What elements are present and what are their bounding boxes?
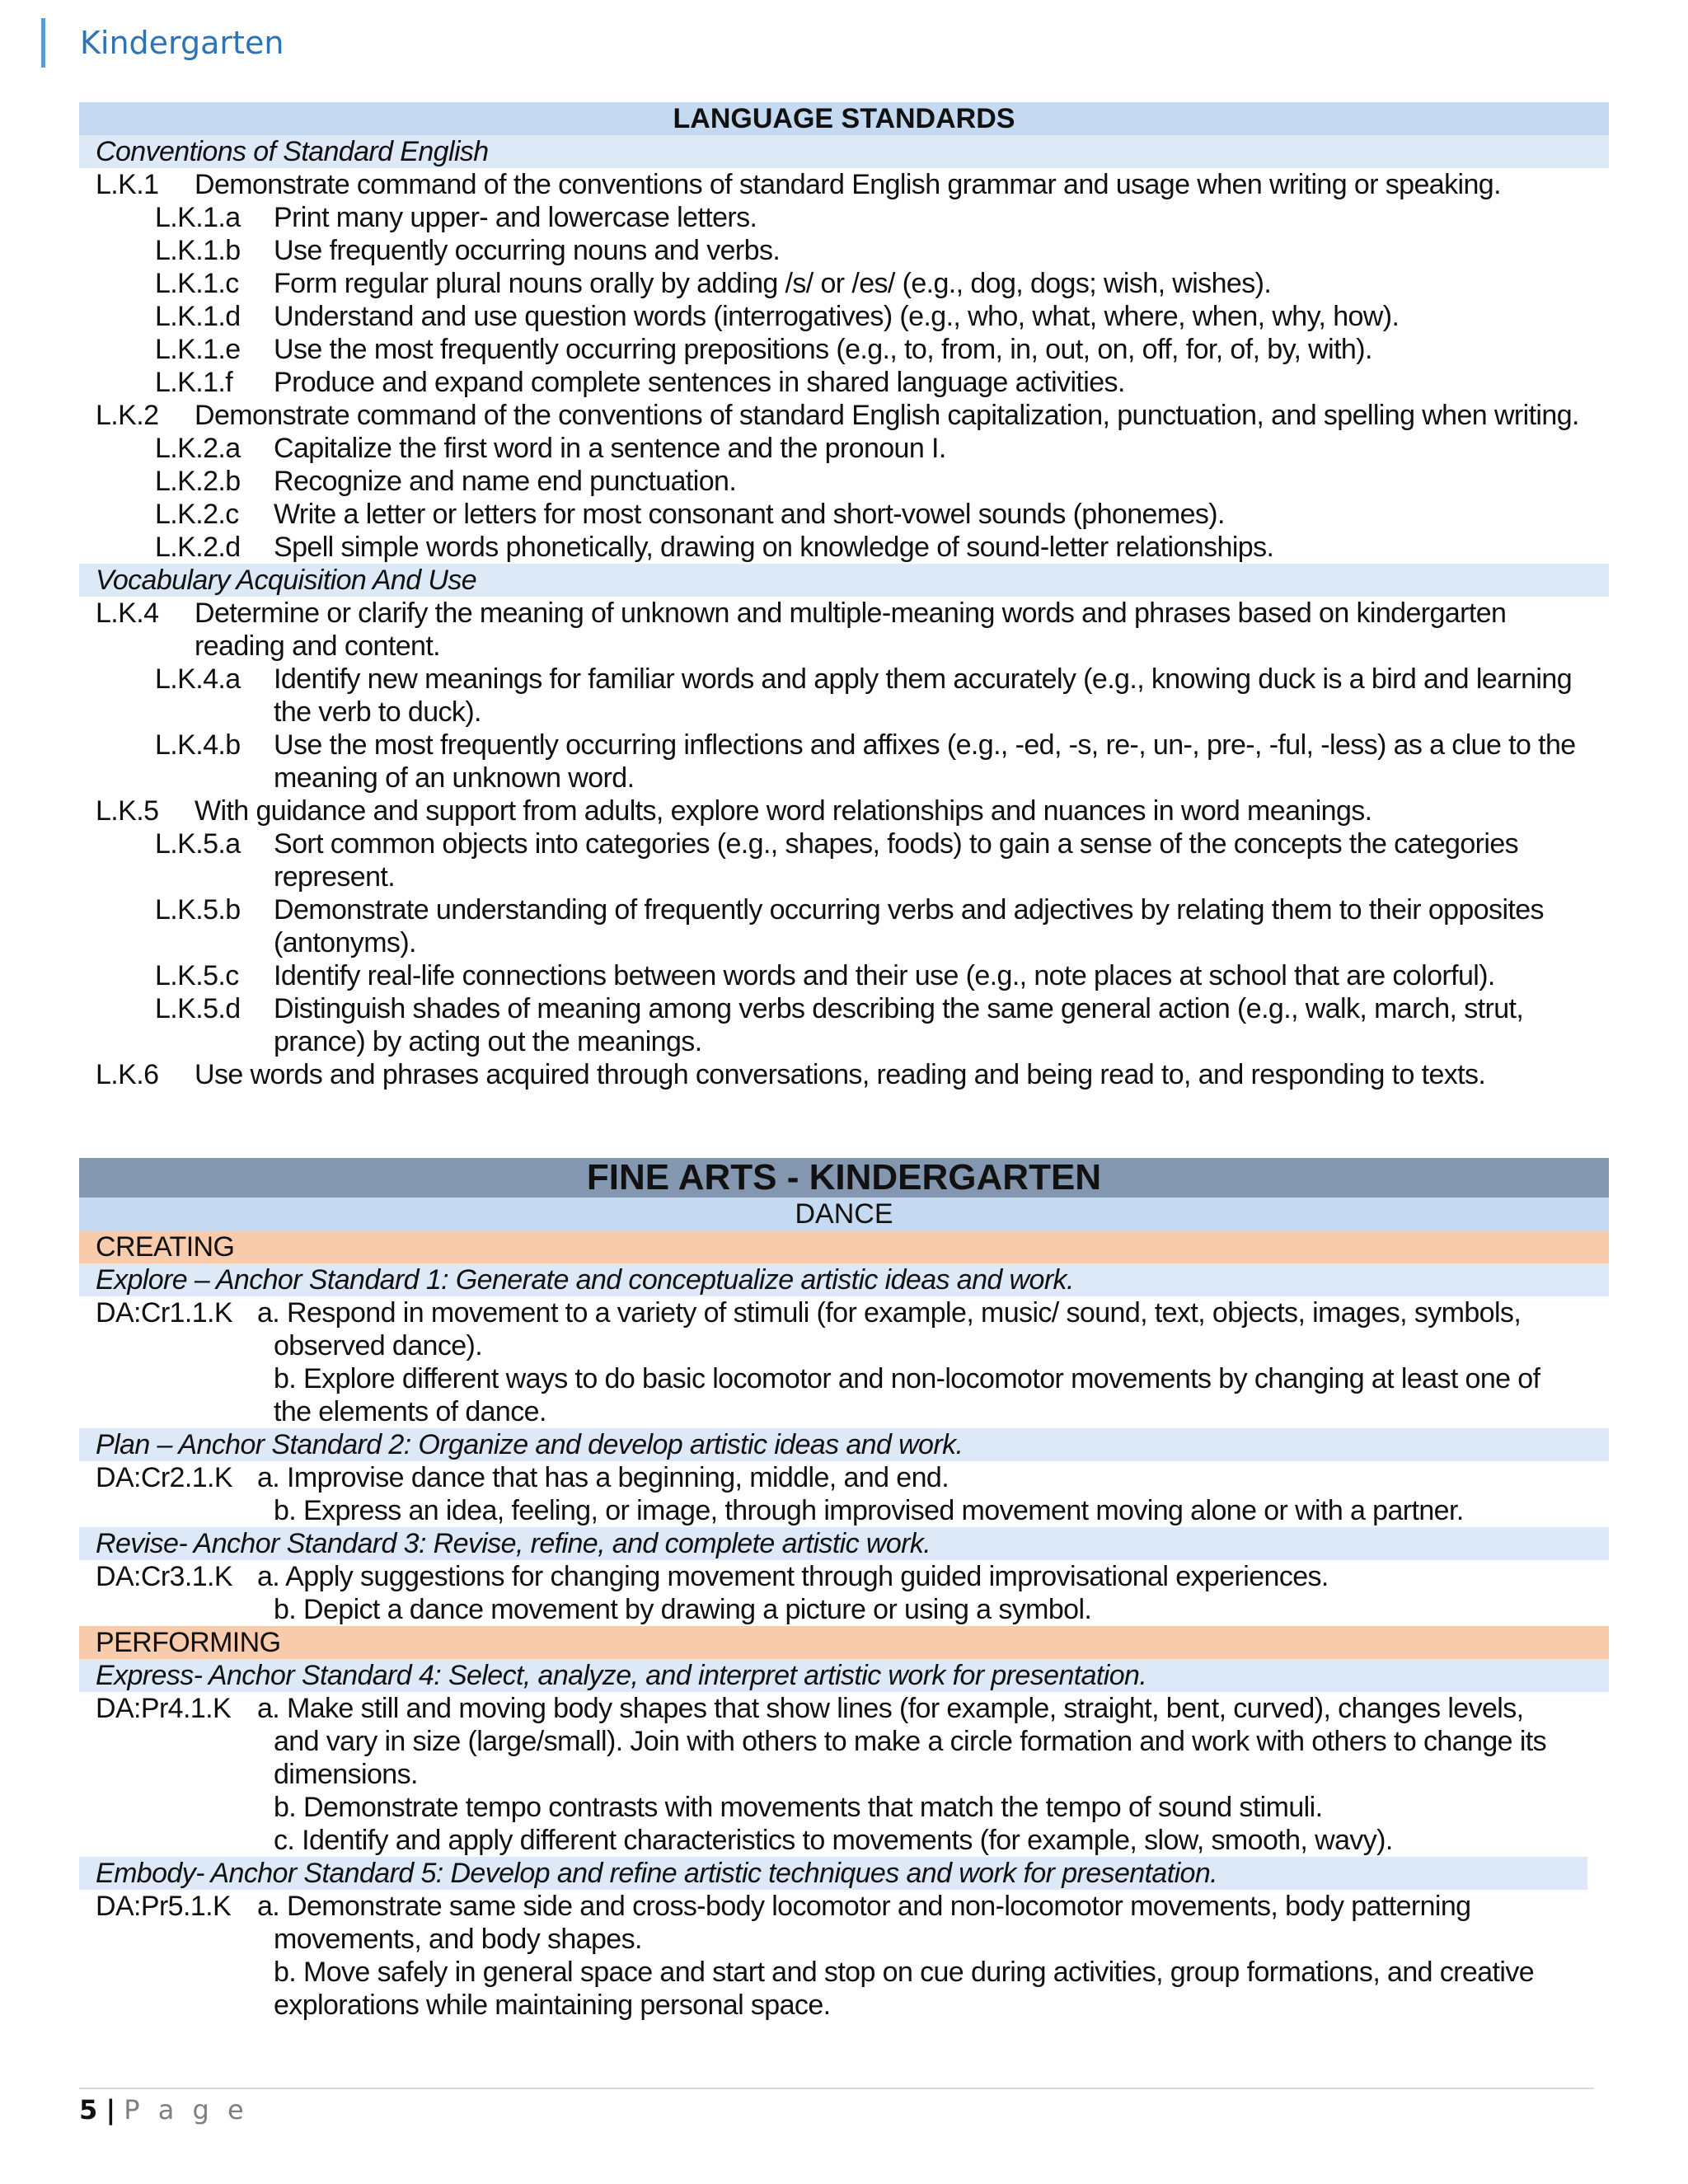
substandard-row: [79, 729, 1609, 762]
standard-code: L.K.5.d: [155, 993, 241, 1024]
standard-text: Spell simple words phonetically, drawing on knowledge of sound-letter relationships.: [274, 532, 1274, 563]
dance-subtitle: DANCE: [79, 1197, 1609, 1230]
anchor-standard-3: Revise- Anchor Standard 3: Revise, refine, and complete artistic work.: [79, 1527, 1609, 1560]
dance-standard-row: [79, 1692, 1609, 1725]
standard-text: b. Explore different ways to do basic locomotor and non-locomotor movements by changing at least one of: [274, 1363, 1540, 1394]
substandard-row: [79, 267, 1609, 300]
standard-row: [79, 794, 1609, 827]
standard-text-continued: represent.: [274, 861, 396, 893]
standard-code: L.K.5.a: [155, 828, 241, 860]
standard-code: DA:Cr1.1.K: [96, 1297, 232, 1329]
standard-text: c. Identify and apply different characteristics to movements (for example, slow, smooth, wavy).: [274, 1825, 1393, 1856]
standard-code: L.K.2: [96, 400, 159, 431]
standard-code: L.K.1.a: [155, 202, 241, 233]
standard-text: Use frequently occurring nouns and verbs.: [274, 235, 781, 266]
substandard-row: [79, 992, 1609, 1025]
standard-code: L.K.1.f: [155, 367, 233, 398]
standard-code: L.K.2.a: [155, 433, 241, 464]
dance-standard-row: [79, 1296, 1609, 1329]
substandard-row: [79, 432, 1609, 465]
standard-text: a. Demonstrate same side and cross-body locomotor and non-locomotor movements, body patterning: [257, 1891, 1471, 1922]
substandard-row: [79, 893, 1609, 926]
standard-text: a. Respond in movement to a variety of stimuli (for example, music/ sound, text, objects, images, symbols,: [257, 1297, 1522, 1329]
standard-text: Determine or clarify the meaning of unknown and multiple-meaning words and phrases based on kindergarten: [195, 598, 1507, 629]
standard-text: Use the most frequently occurring prepositions (e.g., to, from, in, out, on, off, for, of, by, with).: [274, 334, 1372, 365]
standard-text: Sort common objects into categories (e.g., shapes, foods) to gain a sense of the concepts the categories: [274, 828, 1519, 860]
vocabulary-heading: Vocabulary Acquisition And Use: [79, 564, 1609, 597]
standard-text-continued: explorations while maintaining personal space.: [274, 1990, 831, 2021]
standard-text: b. Move safely in general space and start and stop on cue during activities, group formations, and creative: [274, 1957, 1535, 1988]
standard-code: L.K.1.e: [155, 334, 241, 365]
standard-row: [79, 1058, 1609, 1091]
substandard-row: [79, 333, 1609, 366]
standard-code: L.K.2.b: [155, 466, 241, 497]
anchor-standard-2: Plan – Anchor Standard 2: Organize and develop artistic ideas and work.: [79, 1428, 1609, 1461]
standard-row: [79, 399, 1609, 432]
language-standards-title: LANGUAGE STANDARDS: [79, 102, 1609, 135]
anchor-standard-5: Embody- Anchor Standard 5: Develop and refine artistic techniques and work for presentation.: [79, 1857, 1587, 1890]
standard-text: Form regular plural nouns orally by adding /s/ or /es/ (e.g., dog, dogs; wish, wishes).: [274, 268, 1272, 299]
standard-text: Understand and use question words (interrogatives) (e.g., who, what, where, when, why, how).: [274, 301, 1400, 332]
substandard-row: [79, 366, 1609, 399]
standard-text: Use the most frequently occurring inflections and affixes (e.g., -ed, -s, re-, un-, pre-, -ful, -less) as a clue to the: [274, 729, 1576, 761]
anchor-standard-4: Express- Anchor Standard 4: Select, analyze, and interpret artistic work for presentation.: [79, 1659, 1609, 1692]
standard-text-continued: the verb to duck).: [274, 696, 481, 728]
page-header: Kindergarten: [41, 18, 284, 68]
standard-text: Print many upper- and lowercase letters.: [274, 202, 757, 233]
standard-text: Produce and expand complete sentences in shared language activities.: [274, 367, 1125, 398]
standard-code: L.K.2.c: [155, 499, 239, 530]
standard-code: DA:Cr3.1.K: [96, 1561, 232, 1592]
standard-code: L.K.1.d: [155, 301, 241, 332]
standard-text-continued: the elements of dance.: [274, 1396, 546, 1427]
standard-text-continued: prance) by acting out the meanings.: [274, 1026, 702, 1057]
footer-separator: |: [106, 2094, 116, 2125]
substandard-row: [79, 234, 1609, 267]
standard-text: Write a letter or letters for most consonant and short-vowel sounds (phonemes).: [274, 499, 1225, 530]
page-footer: [79, 2093, 249, 2126]
standard-text: b. Express an idea, feeling, or image, through improvised movement moving alone or with a partner.: [274, 1495, 1464, 1526]
standard-row: [79, 597, 1609, 630]
standard-text: Demonstrate command of the conventions of standard English grammar and usage when writing or speaking.: [195, 169, 1501, 200]
standard-code: DA:Pr5.1.K: [96, 1891, 232, 1922]
standard-code: L.K.5.c: [155, 960, 239, 991]
standard-text: Identify new meanings for familiar words and apply them accurately (e.g., knowing duck is a bird and learning: [274, 663, 1573, 695]
dance-standard-row: [79, 1560, 1609, 1593]
performing-heading: PERFORMING: [79, 1626, 1609, 1659]
standard-row: [79, 168, 1609, 201]
standard-code: L.K.5.b: [155, 894, 241, 926]
substandard-row: [79, 498, 1609, 531]
standard-text: With guidance and support from adults, explore word relationships and nuances in word meanings.: [195, 795, 1372, 827]
conventions-heading: Conventions of Standard English: [79, 135, 1609, 168]
substandard-row: [79, 465, 1609, 498]
standard-text-continued: dimensions.: [274, 1759, 418, 1790]
dance-standard-row: [79, 1890, 1609, 1923]
substandard-row: [79, 201, 1609, 234]
language-standards-section: [79, 102, 1609, 1091]
fine-arts-section: [79, 1158, 1609, 2022]
substandard-row: [79, 300, 1609, 333]
standard-text: a. Make still and moving body shapes that show lines (for example, straight, bent, curved), changes levels,: [257, 1693, 1524, 1724]
standard-code: L.K.1.c: [155, 268, 239, 299]
standard-text-continued: reading and content.: [195, 630, 441, 662]
footer-divider: [79, 2088, 1594, 2089]
dance-standard-row: [79, 1461, 1609, 1494]
page-number: 5: [79, 2094, 98, 2125]
substandard-row: [79, 827, 1609, 860]
page-label: P a g e: [124, 2094, 249, 2125]
standard-text-continued: and vary in size (large/small). Join with others to make a circle formation and work with others to change its: [274, 1726, 1547, 1757]
standard-code: L.K.1.b: [155, 235, 241, 266]
standard-text: b. Depict a dance movement by drawing a picture or using a symbol.: [274, 1594, 1092, 1625]
standard-text: a. Improvise dance that has a beginning, middle, and end.: [257, 1462, 950, 1493]
standard-text-continued: observed dance).: [274, 1330, 483, 1361]
standard-code: L.K.5: [96, 795, 159, 827]
standard-code: L.K.6: [96, 1059, 159, 1090]
standard-text: Demonstrate understanding of frequently occurring verbs and adjectives by relating them to their opposites: [274, 894, 1544, 926]
anchor-standard-1: Explore – Anchor Standard 1: Generate and conceptualize artistic ideas and work.: [79, 1263, 1609, 1296]
standard-code: L.K.2.d: [155, 532, 241, 563]
standard-text: Demonstrate command of the conventions of standard English capitalization, punctuation, and spelling when writing.: [195, 400, 1579, 431]
standard-code: L.K.4.b: [155, 729, 241, 761]
standard-code: L.K.1: [96, 169, 159, 200]
standard-code: DA:Cr2.1.K: [96, 1462, 232, 1493]
substandard-row: [79, 531, 1609, 564]
substandard-row: [79, 663, 1609, 696]
standard-text-continued: meaning of an unknown word.: [274, 762, 635, 794]
standard-text: Distinguish shades of meaning among verbs describing the same general action (e.g., walk, march, strut,: [274, 993, 1524, 1024]
standard-code: L.K.4.a: [155, 663, 241, 695]
standard-text: Identify real-life connections between words and their use (e.g., note places at school that are colorful).: [274, 960, 1495, 991]
standard-text: b. Demonstrate tempo contrasts with movements that match the tempo of sound stimuli.: [274, 1792, 1323, 1823]
fine-arts-title: FINE ARTS - KINDERGARTEN: [79, 1158, 1609, 1197]
standard-code: DA:Pr4.1.K: [96, 1693, 232, 1724]
standard-text-continued: (antonyms).: [274, 927, 416, 958]
standard-text: Recognize and name end punctuation.: [274, 466, 737, 497]
standard-text: Use words and phrases acquired through conversations, reading and being read to, and responding to texts.: [195, 1059, 1486, 1090]
creating-heading: CREATING: [79, 1230, 1609, 1263]
standard-text: a. Apply suggestions for changing movement through guided improvisational experiences.: [257, 1561, 1329, 1592]
standard-text: Capitalize the first word in a sentence and the pronoun I.: [274, 433, 946, 464]
standard-text-continued: movements, and body shapes.: [274, 1924, 642, 1955]
standard-code: L.K.4: [96, 598, 159, 629]
substandard-row: [79, 959, 1609, 992]
